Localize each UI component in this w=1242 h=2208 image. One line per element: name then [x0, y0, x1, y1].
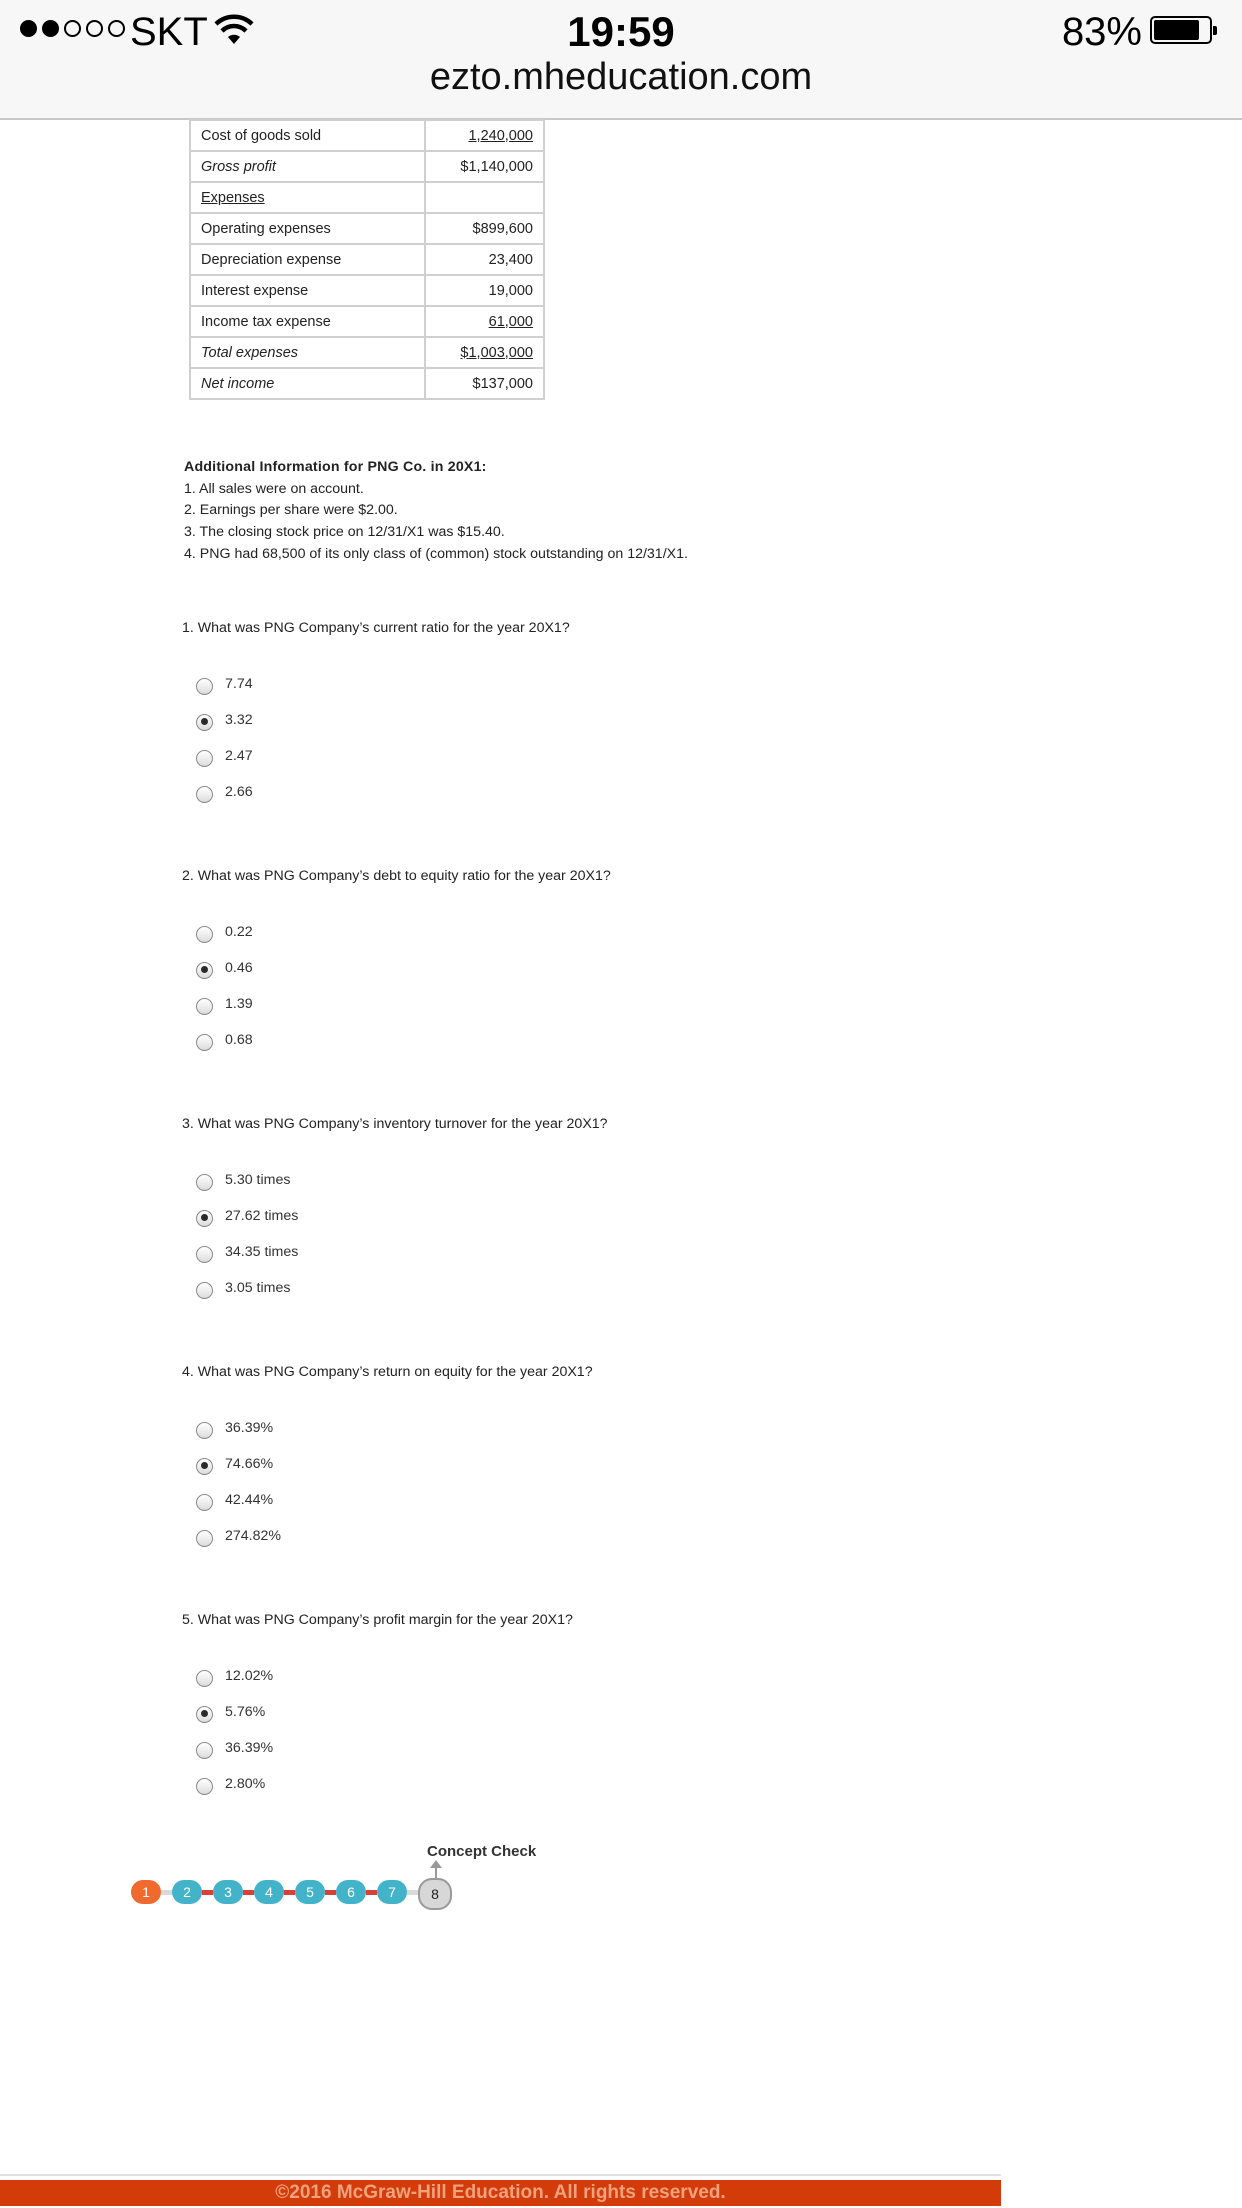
row-value: 61,000 [488, 313, 533, 330]
question-text: 5. What was PNG Company’s profit margin for the year 20X1? [182, 1612, 573, 1628]
step-button[interactable]: 5 [295, 1880, 325, 1904]
radio-button[interactable] [196, 678, 213, 695]
answer-option[interactable] [196, 1416, 273, 1440]
additional-info-heading: Additional Information for PNG Co. in 20X1: [184, 459, 487, 475]
radio-button[interactable] [196, 1282, 213, 1299]
answer-option[interactable] [196, 920, 253, 944]
answer-option[interactable] [196, 1028, 253, 1052]
step-button[interactable]: 2 [172, 1880, 202, 1904]
radio-button[interactable] [196, 1174, 213, 1191]
option-label: 7.74 [225, 676, 253, 692]
option-label: 2.80% [225, 1776, 266, 1792]
answer-option[interactable] [196, 1664, 273, 1688]
option-label: 36.39% [225, 1420, 274, 1436]
radio-button[interactable] [196, 750, 213, 767]
option-label: 2.66 [225, 784, 253, 800]
question-3 [182, 1116, 882, 1296]
income-statement-table [189, 119, 545, 400]
answer-option[interactable] [196, 744, 253, 768]
browser-top-bar [0, 0, 1242, 120]
option-label: 0.22 [225, 924, 253, 940]
answer-option[interactable] [196, 1524, 281, 1548]
radio-button[interactable] [196, 1494, 213, 1511]
answer-option[interactable] [196, 672, 253, 696]
radio-button[interactable] [196, 998, 213, 1015]
radio-button[interactable] [196, 714, 213, 731]
address-bar-url[interactable]: ezto.mheducation.com [429, 56, 813, 98]
step-connector [407, 1890, 418, 1895]
answer-option[interactable] [196, 1276, 290, 1300]
radio-button[interactable] [196, 1458, 213, 1475]
option-label: 0.68 [225, 1032, 253, 1048]
question-text: 2. What was PNG Company’s debt to equity ratio for the year 20X1? [182, 868, 611, 884]
radio-button[interactable] [196, 1246, 213, 1263]
row-label: Net income [190, 368, 425, 399]
question-text: 3. What was PNG Company’s inventory turnover for the year 20X1? [182, 1116, 608, 1132]
option-label: 36.39% [225, 1740, 274, 1756]
question-4 [182, 1364, 882, 1544]
row-label: Expenses [201, 189, 265, 206]
option-label: 5.30 times [225, 1172, 291, 1188]
step-connector [366, 1890, 377, 1895]
option-label: 34.35 times [225, 1244, 299, 1260]
question-5 [182, 1612, 882, 1792]
option-label: 74.66% [225, 1456, 274, 1472]
step-button[interactable]: 6 [336, 1880, 366, 1904]
option-label: 2.47 [225, 748, 253, 764]
option-label: 27.62 times [225, 1208, 299, 1224]
row-label: Gross profit [190, 151, 425, 182]
question-text: 4. What was PNG Company’s return on equity for the year 20X1? [182, 1364, 593, 1380]
answer-option[interactable] [196, 1772, 265, 1796]
option-label: 3.05 times [225, 1280, 291, 1296]
step-connector [161, 1890, 172, 1895]
question-1 [182, 620, 882, 800]
carrier-name: SKT [130, 10, 208, 54]
footer-divider [0, 2174, 1001, 2176]
row-label: Total expenses [190, 337, 425, 368]
answer-option[interactable] [196, 1452, 273, 1476]
option-label: 5.76% [225, 1704, 266, 1720]
step-connector [243, 1890, 254, 1895]
radio-button[interactable] [196, 1034, 213, 1051]
step-button[interactable]: 1 [131, 1880, 161, 1904]
info-item: 2. Earnings per share were $2.00. [184, 502, 398, 519]
row-label: Operating expenses [190, 213, 425, 244]
step-connector [284, 1890, 295, 1895]
row-value: $1,140,000 [425, 151, 544, 182]
table-row [190, 120, 544, 151]
option-label: 1.39 [225, 996, 253, 1012]
radio-button[interactable] [196, 1778, 213, 1795]
row-value: $899,600 [425, 213, 544, 244]
answer-option[interactable] [196, 708, 253, 732]
radio-button[interactable] [196, 962, 213, 979]
row-value: $1,003,000 [460, 344, 533, 361]
info-item: 4. PNG had 68,500 of its only class of (common) stock outstanding on 12/31/X1. [184, 545, 688, 562]
question-2 [182, 868, 882, 1048]
row-value: $137,000 [425, 368, 544, 399]
status-time: 19:59 [567, 8, 675, 55]
battery-icon [1150, 16, 1212, 44]
table-row [190, 306, 544, 337]
row-value: 23,400 [425, 244, 544, 275]
step-button[interactable]: 3 [213, 1880, 243, 1904]
option-label: 0.46 [225, 960, 253, 976]
additional-information [184, 457, 688, 566]
answer-option[interactable] [196, 1700, 265, 1724]
step-connector [325, 1890, 336, 1895]
step-button[interactable]: 8 [418, 1878, 452, 1910]
option-label: 3.32 [225, 712, 253, 728]
answer-option[interactable] [196, 1240, 298, 1264]
answer-option[interactable] [196, 992, 253, 1016]
row-label: Depreciation expense [190, 244, 425, 275]
table-row [190, 182, 544, 213]
concept-check-label: Concept Check [427, 1843, 537, 1860]
answer-option[interactable] [196, 1488, 273, 1512]
row-label: Cost of goods sold [190, 120, 425, 151]
row-value: 1,240,000 [468, 127, 533, 144]
radio-button[interactable] [196, 926, 213, 943]
table-row [190, 244, 544, 275]
answer-option[interactable] [196, 780, 253, 804]
table-row [190, 151, 544, 182]
answer-option[interactable] [196, 1736, 273, 1760]
battery-percentage: 83% [1061, 10, 1142, 54]
table-row [190, 213, 544, 244]
radio-button[interactable] [196, 1422, 213, 1439]
row-label: Interest expense [190, 275, 425, 306]
copyright-footer: ©2016 McGraw-Hill Education. All rights reserved. [0, 2180, 1001, 2206]
table-row [190, 275, 544, 306]
answer-option[interactable] [196, 956, 253, 980]
radio-button[interactable] [196, 1530, 213, 1547]
info-item: 1. All sales were on account. [184, 480, 364, 497]
step-button[interactable]: 4 [254, 1880, 284, 1904]
option-label: 42.44% [225, 1492, 274, 1508]
radio-button[interactable] [196, 1210, 213, 1227]
row-value: 19,000 [425, 275, 544, 306]
row-label: Income tax expense [190, 306, 425, 337]
radio-button[interactable] [196, 786, 213, 803]
info-item: 3. The closing stock price on 12/31/X1 was $15.40. [184, 524, 505, 541]
step-connector [202, 1890, 213, 1895]
radio-button[interactable] [196, 1706, 213, 1723]
answer-option[interactable] [196, 1204, 298, 1228]
answer-option[interactable] [196, 1168, 290, 1192]
row-value [425, 182, 544, 213]
radio-button[interactable] [196, 1670, 213, 1687]
option-label: 12.02% [225, 1668, 274, 1684]
radio-button[interactable] [196, 1742, 213, 1759]
option-label: 274.82% [225, 1528, 282, 1544]
table-row [190, 337, 544, 368]
question-text: 1. What was PNG Company’s current ratio for the year 20X1? [182, 620, 570, 636]
table-row [190, 368, 544, 399]
step-button[interactable]: 7 [377, 1880, 407, 1904]
